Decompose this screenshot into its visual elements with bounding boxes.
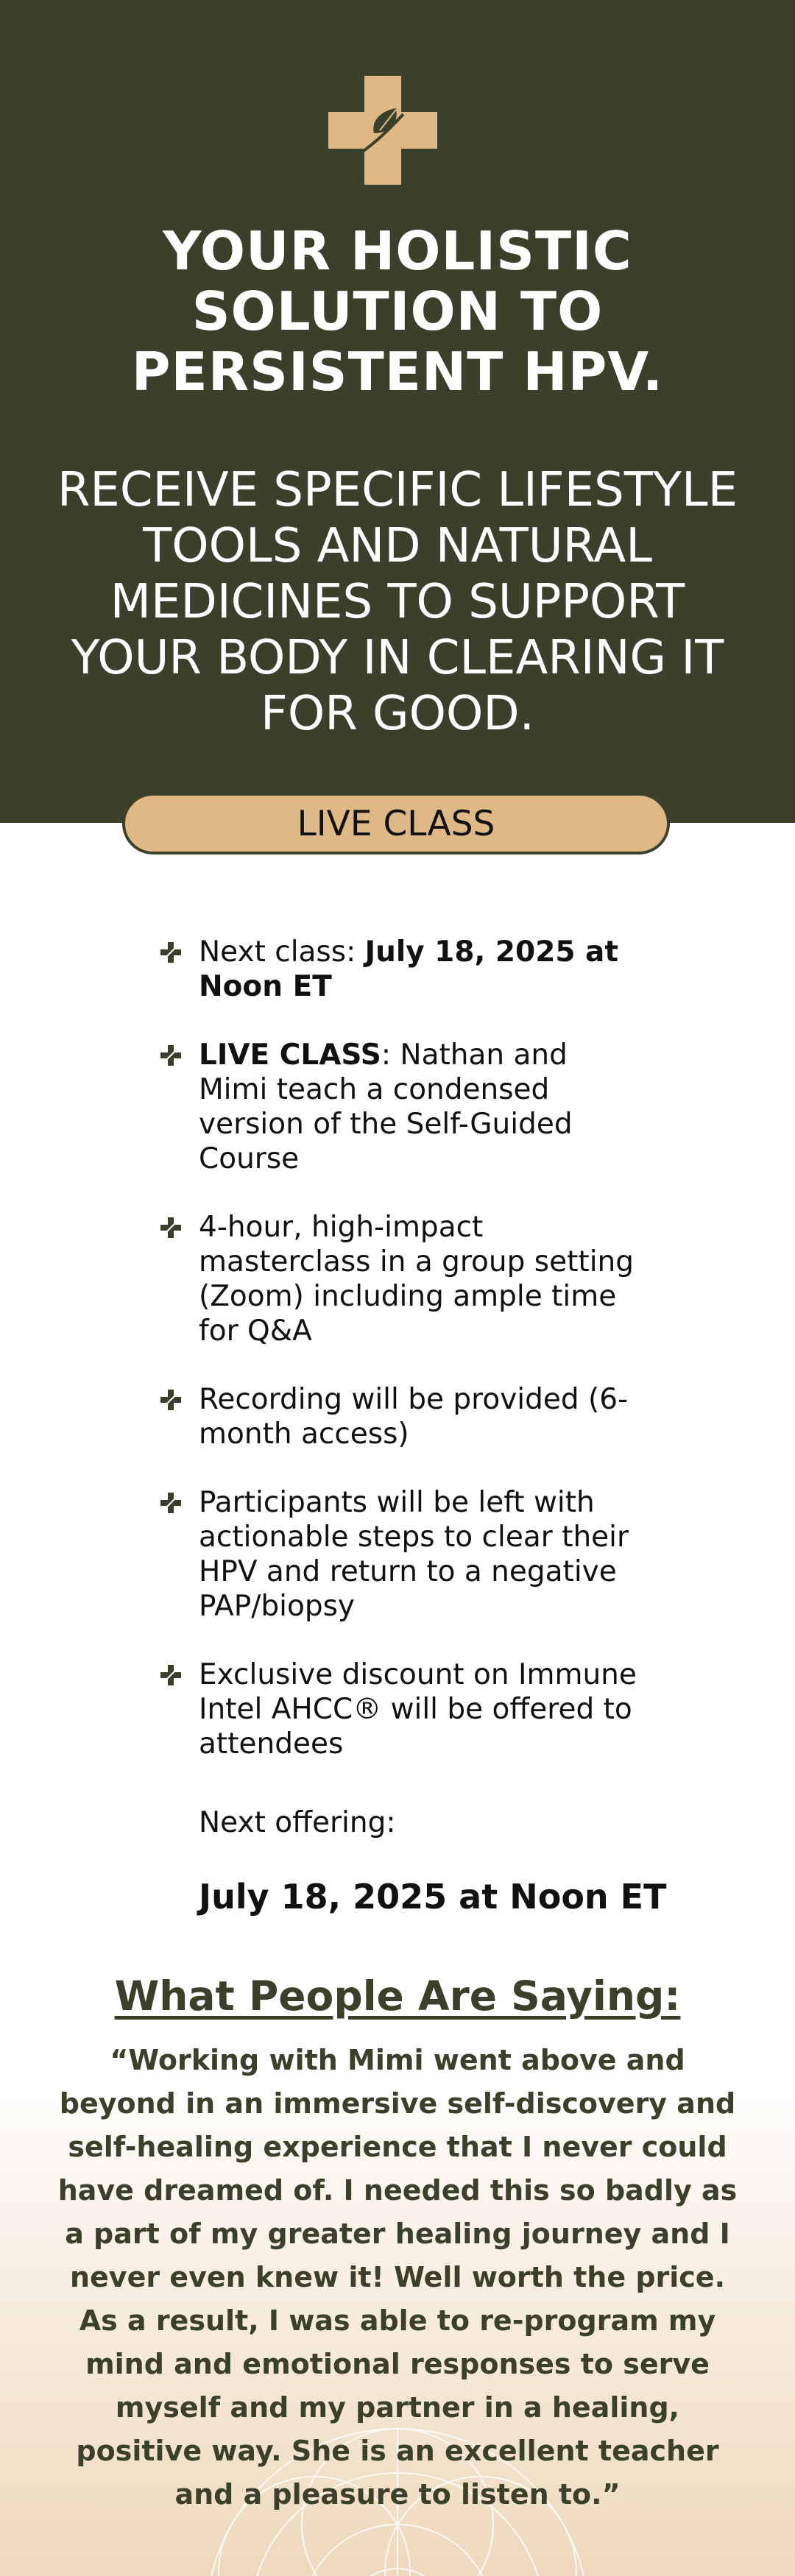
testimonial-quote: “Working with Mimi went above and beyond in an immersive self-discovery and self-healing experience that I never could have dreamed of. I needed this so badly as a part of my greater healing journey and I never even knew it! Well worth the price. As a result, I was able to re-program my mind and emotional responses to serve myself and my partner in a healing, positive way. She is an excellent teacher and a pleasure to listen to.” <box>57 2044 738 2510</box>
cross-bullet-icon <box>159 1657 186 1692</box>
cross-bullet-icon <box>159 1210 186 1245</box>
next-offering-label: Next offering: <box>199 1806 396 1839</box>
feature-item: 4-hour, high-impact masterclass in a group setting (Zoom) including ample time for Q&A <box>159 1210 645 1348</box>
feature-item: Next class: July 18, 2025 at Noon ET <box>159 935 645 1004</box>
testimonials-title: What People Are Saying: <box>114 1972 681 2020</box>
feature-item: Participants will be left with actionable steps to clear their HPV and return to a negative PAP/biopsy <box>159 1485 645 1624</box>
next-offering-date: July 18, 2025 at Noon ET <box>199 1877 667 1917</box>
hero-section <box>0 0 795 823</box>
cross-bullet-icon <box>159 1382 186 1417</box>
cross-bullet-icon <box>159 1038 186 1072</box>
cross-leaf-icon <box>328 76 437 185</box>
cross-bullet-icon <box>159 1485 186 1520</box>
live-class-button[interactable]: LIVE CLASS <box>122 793 670 854</box>
feature-list <box>159 935 645 1795</box>
hero-subtitle: RECEIVE SPECIFIC LIFESTYLE TOOLS AND NATURAL MEDICINES TO SUPPORT YOUR BODY IN CLEARING IT FOR GOOD. <box>57 463 738 741</box>
feature-item: Exclusive discount on Immune Intel AHCC® will be offered to attendees <box>159 1657 645 1761</box>
feature-item: LIVE CLASS: Nathan and Mimi teach a condensed version of the Self-Guided Course <box>159 1038 645 1176</box>
cross-bullet-icon <box>159 935 186 969</box>
hero-title: YOUR HOLISTIC SOLUTION TO PERSISTENT HPV. <box>131 220 664 403</box>
feature-item: Recording will be provided (6-month access) <box>159 1382 645 1451</box>
